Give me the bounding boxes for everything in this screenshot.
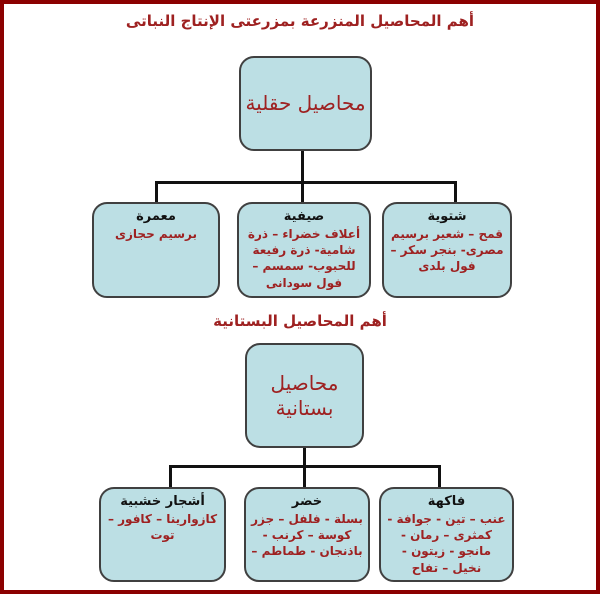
node-summer-title: صيفية <box>283 209 325 224</box>
section1-title: أهم المحاصيل المنزرعة بمزرعتى الإنتاج النباتى <box>125 12 475 30</box>
connector-section1-drop-left <box>155 181 158 203</box>
connector-section1-stem <box>301 151 304 203</box>
node-vegetables-title: خضر <box>291 494 323 509</box>
node-perennial <box>92 202 220 298</box>
node-horticultural-root <box>245 343 364 448</box>
node-perennial-title: معمرة <box>136 209 176 224</box>
connector-section2-drop-right <box>438 465 441 488</box>
node-fruits-body: عنب – تين - جوافة - كمثرى – رمان - مانجو - زيتون - نخيل – تفاح <box>387 512 506 575</box>
node-vegetables-body: بسلة - فلفل – جزر كوسة – كرنب - باذنجان - طماطم – <box>251 512 363 559</box>
connector-section2-hbar <box>169 465 441 468</box>
node-winter <box>382 202 512 298</box>
node-summer <box>237 202 371 298</box>
node-perennial-body: برسيم حجازى <box>115 227 197 241</box>
node-timber-trees-body: كازوارينا – كافور – توت <box>107 512 218 543</box>
section2-title: أهم المحاصيل البستانية <box>213 312 387 330</box>
node-horticultural-label: محاصيل بستانية <box>270 370 339 420</box>
node-field-crops-root <box>239 56 372 151</box>
connector-section1-drop-right <box>454 181 457 203</box>
node-vegetables <box>244 487 370 582</box>
node-winter-body: قمح – شعير برسيم مصرى- بنجر سكر – فول بلدى <box>390 227 504 274</box>
connector-section2-stem <box>303 448 306 488</box>
node-timber-trees <box>99 487 226 582</box>
connector-section1-hbar <box>155 181 457 184</box>
node-fruits <box>379 487 514 582</box>
node-summer-body: أعلاف خضراء – ذرة شامية- ذرة رفيعة للحبوب- سمسم – فول سودانى <box>247 227 361 290</box>
node-winter-title: شتوية <box>427 209 467 224</box>
node-timber-trees-title: أشجار خشبية <box>120 494 205 509</box>
node-field-crops-label: محاصيل حقلية <box>245 91 366 115</box>
node-fruits-title: فاكهة <box>427 494 466 509</box>
connector-section2-drop-left <box>169 465 172 488</box>
